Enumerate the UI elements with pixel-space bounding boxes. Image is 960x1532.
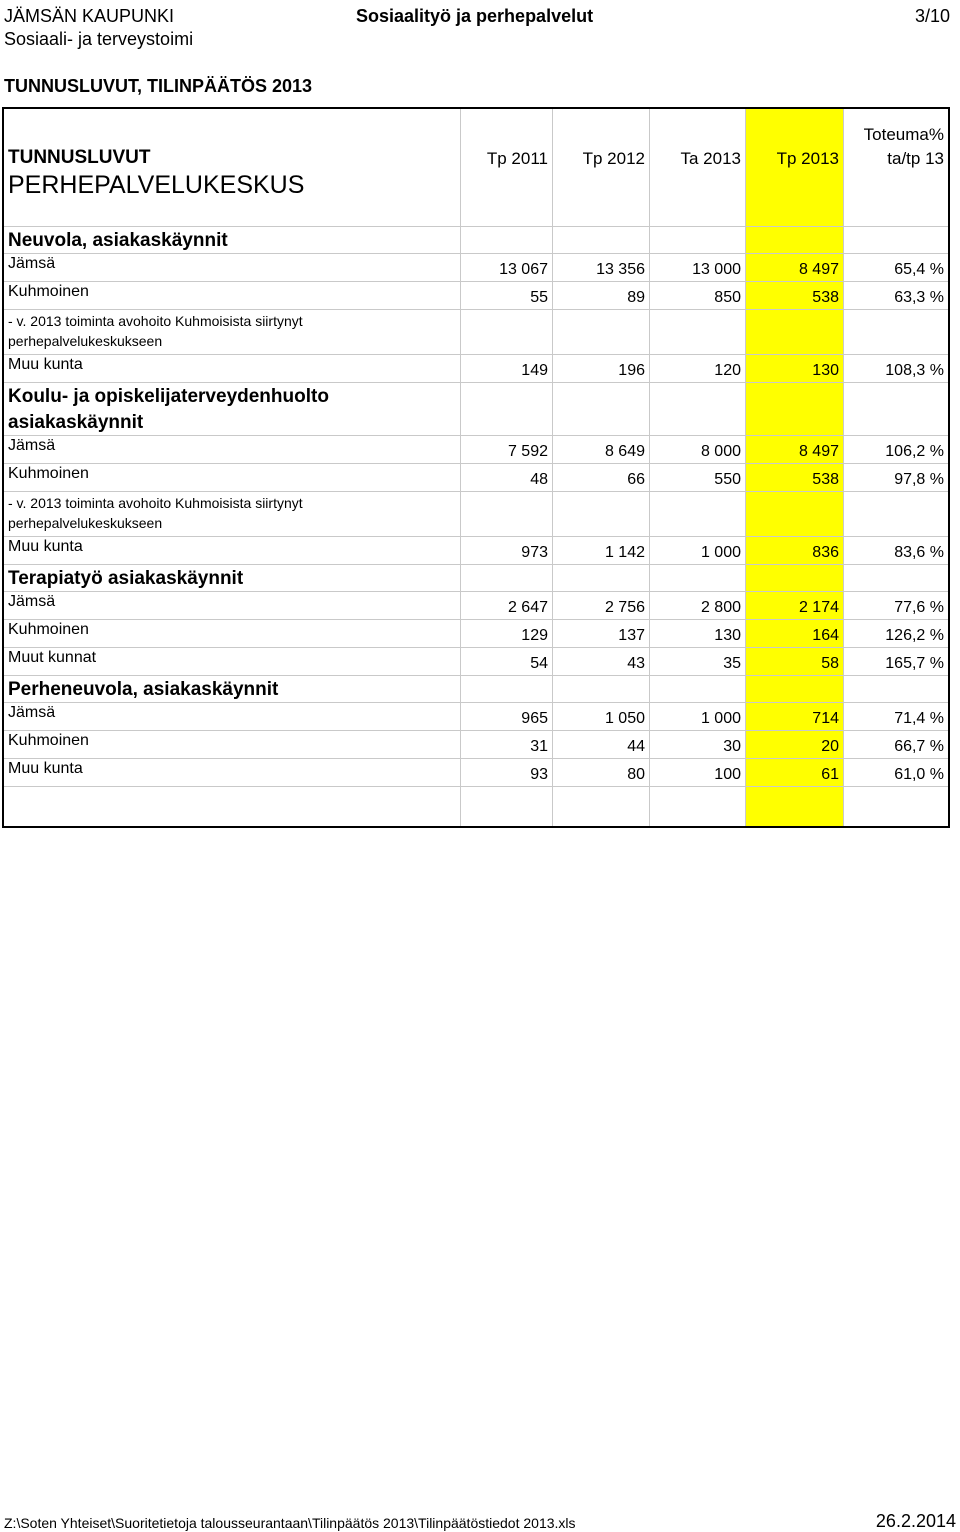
value-cell: 8 497 <box>798 443 839 460</box>
value-cell: 1 050 <box>604 710 645 727</box>
value-cell: 1 000 <box>700 710 741 727</box>
value-cell: 61 <box>821 766 839 783</box>
value-cell: 2 647 <box>507 599 548 616</box>
row-divider <box>4 463 948 464</box>
column-header: Tp 2011 <box>486 149 548 168</box>
row-label: Jämsä <box>8 704 56 721</box>
value-cell: 30 <box>723 738 741 755</box>
section-title: Perheneuvola, asiakaskäynnit <box>8 679 279 700</box>
percent-cell: 63,3 % <box>894 289 944 306</box>
section-title: Terapiatyö asiakaskäynnit <box>8 568 244 589</box>
value-cell: 44 <box>627 738 645 755</box>
value-cell: 35 <box>723 655 741 672</box>
report-title: TUNNUSLUVUT, TILINPÄÄTÖS 2013 <box>4 76 313 96</box>
row-label: Muu kunta <box>8 760 83 777</box>
value-cell: 850 <box>714 289 741 306</box>
column-header: Ta 2013 <box>680 149 741 168</box>
value-cell: 129 <box>521 627 548 644</box>
row-label: Jämsä <box>8 437 56 454</box>
value-cell: 55 <box>530 289 548 306</box>
row-divider <box>4 730 948 731</box>
row-divider <box>4 281 948 282</box>
row-label: Kuhmoinen <box>8 732 89 749</box>
row-divider <box>4 309 948 310</box>
row-divider <box>4 564 948 565</box>
value-cell: 2 174 <box>798 599 839 616</box>
value-cell: 8 649 <box>604 443 645 460</box>
value-cell: 973 <box>521 544 548 561</box>
percent-cell: 108,3 % <box>885 362 944 379</box>
percent-cell: 165,7 % <box>885 655 944 672</box>
organization-name: JÄMSÄN KAUPUNKI <box>4 6 175 26</box>
value-cell: 20 <box>821 738 839 755</box>
value-cell: 7 592 <box>507 443 548 460</box>
value-cell: 538 <box>812 289 839 306</box>
row-label: Kuhmoinen <box>8 283 89 300</box>
value-cell: 2 800 <box>700 599 741 616</box>
value-cell: 89 <box>627 289 645 306</box>
note-text: - v. 2013 toiminta avohoito Kuhmoisista siirtynyt perhepalvelukeskukseen <box>8 495 303 531</box>
key-figures-table <box>2 107 950 828</box>
table-caption: TUNNUSLUVUT <box>8 147 151 168</box>
value-cell: 149 <box>521 362 548 379</box>
row-label: Muu kunta <box>8 356 83 373</box>
row-divider <box>4 382 948 383</box>
file-path: Z:\Soten Yhteiset\Suoritetietoja talousseurantaan\Tilinpäätös 2013\Tilinpäätöstiedot 2013.xls <box>4 1515 576 1531</box>
note-text: - v. 2013 toiminta avohoito Kuhmoisista siirtynyt perhepalvelukeskukseen <box>8 313 303 349</box>
row-divider <box>4 647 948 648</box>
value-cell: 164 <box>812 627 839 644</box>
column-divider <box>649 109 650 826</box>
row-divider <box>4 619 948 620</box>
row-divider <box>4 435 948 436</box>
value-cell: 196 <box>618 362 645 379</box>
value-cell: 66 <box>627 471 645 488</box>
row-divider <box>4 253 948 254</box>
value-cell: 1 000 <box>700 544 741 561</box>
row-divider <box>4 491 948 492</box>
value-cell: 100 <box>714 766 741 783</box>
value-cell: 93 <box>530 766 548 783</box>
value-cell: 137 <box>618 627 645 644</box>
department-name: Sosiaali- ja terveystoimi <box>4 29 194 49</box>
percent-header: ta/tp 13 <box>887 149 944 168</box>
column-header: Tp 2013 <box>776 149 839 168</box>
row-divider <box>4 226 948 227</box>
value-cell: 1 142 <box>604 544 645 561</box>
value-cell: 13 067 <box>499 261 548 278</box>
row-divider <box>4 786 948 787</box>
value-cell: 8 000 <box>700 443 741 460</box>
column-divider <box>745 109 746 826</box>
value-cell: 120 <box>714 362 741 379</box>
value-cell: 54 <box>530 655 548 672</box>
value-cell: 2 756 <box>604 599 645 616</box>
row-label: Jämsä <box>8 593 56 610</box>
percent-cell: 97,8 % <box>894 471 944 488</box>
row-label: Kuhmoinen <box>8 465 89 482</box>
percent-cell: 83,6 % <box>894 544 944 561</box>
value-cell: 43 <box>627 655 645 672</box>
row-divider <box>4 536 948 537</box>
column-divider <box>843 109 844 826</box>
value-cell: 130 <box>714 627 741 644</box>
value-cell: 130 <box>812 362 839 379</box>
page-number: 3/10 <box>914 6 950 26</box>
percent-cell: 126,2 % <box>885 627 944 644</box>
percent-cell: 77,6 % <box>894 599 944 616</box>
percent-header: Toteuma% <box>863 125 944 144</box>
column-header: Tp 2012 <box>582 149 645 168</box>
row-label: Muut kunnat <box>8 649 97 666</box>
row-label: Jämsä <box>8 255 56 272</box>
percent-cell: 66,7 % <box>894 738 944 755</box>
row-divider <box>4 702 948 703</box>
row-divider <box>4 591 948 592</box>
value-cell: 538 <box>812 471 839 488</box>
value-cell: 80 <box>627 766 645 783</box>
value-cell: 550 <box>714 471 741 488</box>
row-divider <box>4 675 948 676</box>
row-label: Muu kunta <box>8 538 83 555</box>
section-title: Sosiaalityö ja perhepalvelut <box>356 6 594 26</box>
value-cell: 965 <box>521 710 548 727</box>
column-divider <box>552 109 553 826</box>
print-date: 26.2.2014 <box>875 1511 956 1531</box>
percent-cell: 106,2 % <box>885 443 944 460</box>
value-cell: 31 <box>530 738 548 755</box>
row-divider <box>4 758 948 759</box>
value-cell: 13 356 <box>596 261 645 278</box>
percent-cell: 65,4 % <box>894 261 944 278</box>
value-cell: 8 497 <box>798 261 839 278</box>
unit-name: PERHEPALVELUKESKUS <box>8 171 305 199</box>
percent-cell: 71,4 % <box>894 710 944 727</box>
percent-cell: 61,0 % <box>894 766 944 783</box>
value-cell: 836 <box>812 544 839 561</box>
row-label: Kuhmoinen <box>8 621 89 638</box>
row-divider <box>4 354 948 355</box>
value-cell: 58 <box>821 655 839 672</box>
section-title: Neuvola, asiakaskäynnit <box>8 230 228 251</box>
value-cell: 13 000 <box>692 261 741 278</box>
value-cell: 714 <box>812 710 839 727</box>
section-title: Koulu- ja opiskelijaterveydenhuolto asiakaskäynnit <box>8 386 329 433</box>
value-cell: 48 <box>530 471 548 488</box>
